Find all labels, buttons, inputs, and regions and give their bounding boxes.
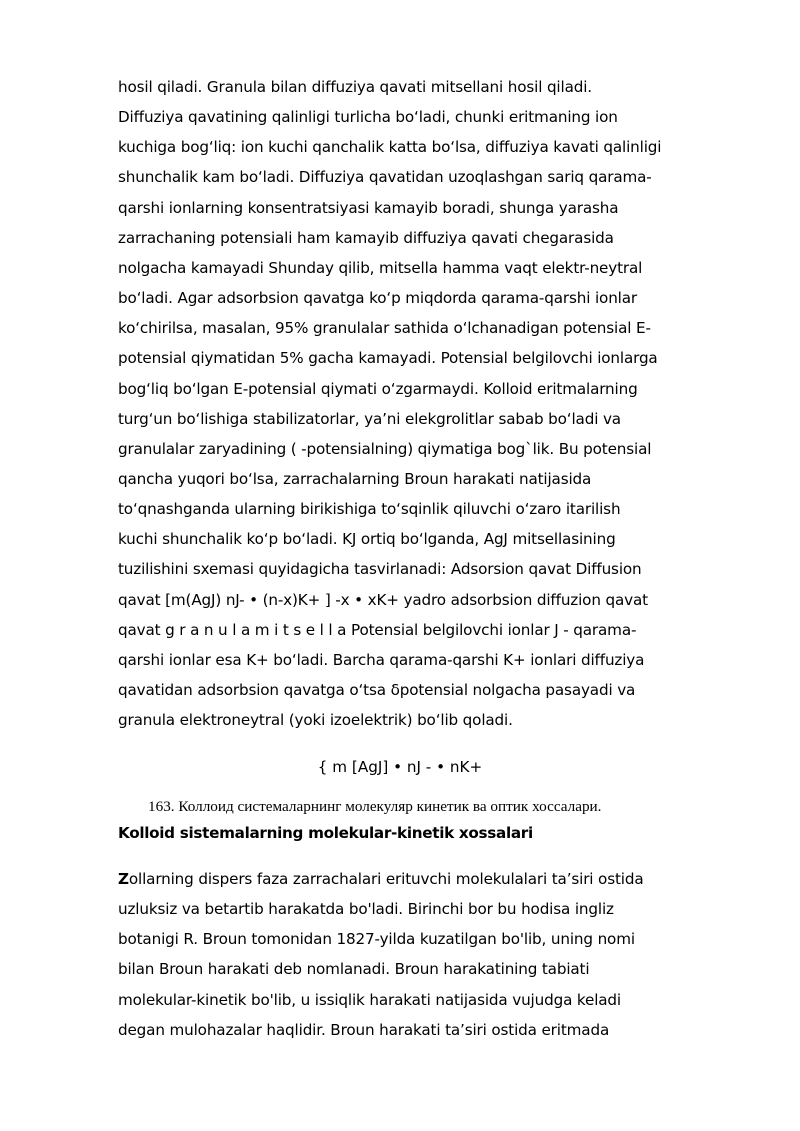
paragraph1-line: qancha yuqori bo‘lsa, zarrachalarning Broun harakati natijasida	[118, 469, 592, 488]
paragraph1-line: kuchi shunchalik ko‘p bo‘ladi. KJ ortiq bo‘lganda, AgJ mitsellasining	[118, 530, 616, 549]
paragraph1-line: hosil qiladi. Granula bilan diffuziya qavati mitsellani hosil qiladi.	[118, 78, 592, 96]
paragraph1-line: qarshi ionlarning konsentratsiyasi kamayib boradi, shunga yarasha	[118, 198, 619, 217]
drop-cap-letter: Z	[118, 870, 129, 888]
paragraph1-line: granula elektroneytral (yoki izoelektrik) bo‘lib qoladi.	[118, 711, 513, 730]
paragraph2-line: bilan Broun harakati deb nomlanadi. Broun harakatining tabiati	[118, 960, 590, 979]
paragraph2-line: molekular-kinetik bo'lib, u issiqlik harakati natijasida vujudga keladi	[118, 990, 621, 1009]
paragraph1-line: granulalar zaryadining ( -potensialning) qiymatiga bog`lik. Bu potensial	[118, 439, 652, 458]
paragraph2-line: uzluksiz va betartib harakatda bo'ladi. Birinchi bor bu hodisa ingliz	[118, 900, 614, 918]
paragraph2-line: degan mulohazalar haqlidir. Broun harakati ta’siri ostida eritmada	[118, 1020, 610, 1039]
paragraph1-line: qavat g r a n u l a m i t s e l l a Potensial belgilovchi ionlar J - qarama-	[118, 620, 637, 639]
paragraph1-line: qavat [m(AgJ) nJ- • (n-x)K+ ] -x • xK+ yadro adsorbsion diffuzion qavat	[118, 590, 648, 609]
paragraph-first-line-text: ollarning dispers faza zarrachalari erituvchi molekulalari ta’siri ostida	[128, 870, 644, 888]
section-title-cyrillic: 163. Коллоид системаларнинг молекуляр кинетик ва оптик хоссалари.	[148, 798, 602, 815]
paragraph1-line: ko‘chirilsa, masalan, 95% granulalar sathida o‘lchanadigan potensial E-	[118, 319, 651, 338]
paragraph1-line: shunchalik kam bo‘ladi. Diffuziya qavatidan uzoqlashgan sariq qarama-	[118, 168, 652, 187]
paragraph1-line: tuzilishini sxemasi quyidagicha tasvirlanadi: Adsorsion qavat Diffusion	[118, 560, 642, 579]
section-heading: Kolloid sistemalarning molekular-kinetik xossalari	[118, 824, 533, 842]
micelle-formula: { m [AgJ] • nJ - • nK+	[317, 758, 483, 776]
paragraph1-line: qavatidan adsorbsion qavatga o‘tsa δpotensial nolgacha pasayadi va	[118, 681, 636, 699]
paragraph1-line: turg‘un bo‘lishiga stabilizatorlar, ya’ni elekgrolitlar sabab bo‘ladi va	[118, 409, 621, 428]
paragraph1-line: qarshi ionlar esa K+ bo‘ladi. Barcha qarama-qarshi K+ ionlari diffuziya	[118, 650, 645, 669]
paragraph1-line: zarrachaning potensiali ham kamayib diffuziya qavati chegarasida	[118, 228, 614, 247]
paragraph1-line: Diffuziya qavatining qalinligi turlicha bo‘ladi, chunki eritmaning ion	[118, 108, 618, 127]
paragraph1-line: kuchiga bog‘liq: ion kuchi qanchalik katta bo‘lsa, diffuziya kavati qalinligi	[118, 138, 662, 157]
paragraph2-line: botanigi R. Broun tomonidan 1827-yilda kuzatilgan bo'lib, uning nomi	[118, 930, 635, 949]
paragraph1-line: to‘qnashganda ularning birikishiga to‘sqinlik qiluvchi o‘zaro itarilish	[118, 500, 621, 519]
paragraph1-line: bo‘ladi. Agar adsorbsion qavatga ko‘p miqdorda qarama-qarshi ionlar	[118, 289, 637, 308]
paragraph1-line: potensial qiymatidan 5% gacha kamayadi. Potensial belgilovchi ionlarga	[118, 349, 658, 368]
paragraph1-line: bog‘liq bo‘lgan E-potensial qiymati o‘zgarmaydi. Kolloid eritmalarning	[118, 379, 638, 398]
paragraph1-line: nolgacha kamayadi Shunday qilib, mitsella hamma vaqt elektr-neytral	[118, 258, 643, 277]
paragraph-first-line	[118, 869, 643, 889]
